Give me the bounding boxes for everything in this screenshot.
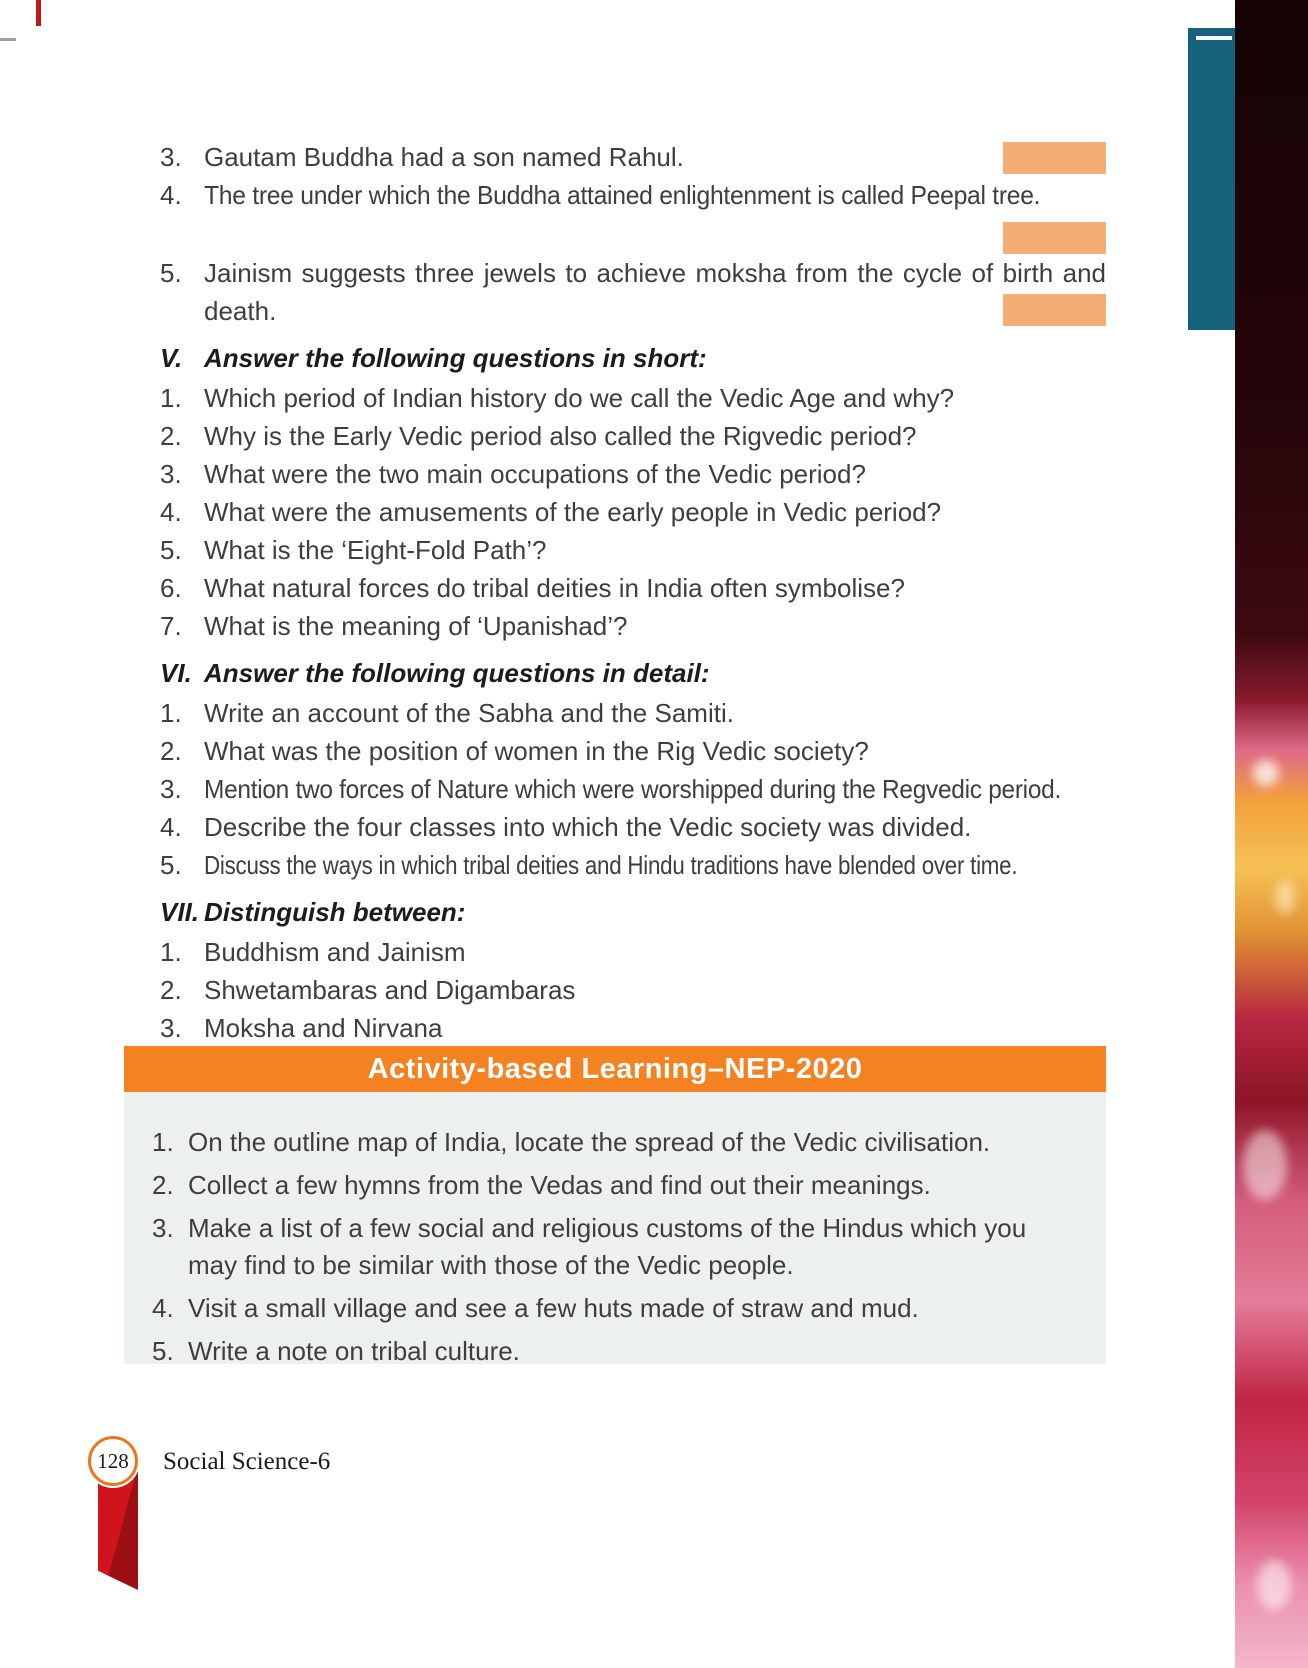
item-text: What were the amusements of the early people in Vedic period?: [204, 497, 942, 527]
item-text: Which period of Indian history do we call the Vedic Age and why?: [204, 383, 955, 413]
question-item: [160, 569, 1106, 607]
main-content: [160, 138, 1106, 1047]
item-number: 4.: [152, 1293, 174, 1323]
item-number: 3.: [160, 142, 182, 172]
question-item: [160, 846, 1106, 884]
item-number: 3.: [160, 1013, 182, 1043]
item-text: Jainism suggests three jewels to achieve moksha from the cycle of birth and death.: [204, 258, 1106, 326]
item-number: 2.: [160, 421, 182, 451]
item-number: 6.: [160, 573, 182, 603]
item-number: 3.: [152, 1213, 174, 1243]
item-number: 2.: [160, 975, 182, 1005]
item-text: Moksha and Nirvana: [204, 1013, 443, 1043]
photo-strip: [1235, 0, 1308, 1668]
section-vi-heading: [160, 654, 1106, 692]
item-text: Why is the Early Vedic period also called the Rigvedic period?: [204, 421, 917, 451]
item-text: Visit a small village and see a few huts made of straw and mud.: [188, 1293, 919, 1323]
item-number: 2.: [152, 1170, 174, 1200]
teal-accent-bar: [1188, 28, 1235, 330]
item-number: 5.: [160, 850, 182, 880]
statement-item: [160, 254, 1106, 330]
teal-bar-white-tick: [1196, 36, 1232, 40]
page-number-badge: [88, 1436, 138, 1486]
item-number: 4.: [160, 812, 182, 842]
section-v-heading: [160, 339, 1106, 377]
crop-mark-gray: [0, 38, 16, 41]
item-text: Discuss the ways in which tribal deities and Hindu traditions have blended over time.: [204, 850, 1018, 880]
item-number: 3.: [160, 774, 182, 804]
item-number: 3.: [160, 459, 182, 489]
item-number: 2.: [160, 736, 182, 766]
question-item: [160, 933, 1106, 971]
item-text: What natural forces do tribal deities in India often symbolise?: [204, 573, 905, 603]
question-item: [160, 607, 1106, 645]
activity-item: [152, 1210, 1062, 1284]
question-item: [160, 732, 1106, 770]
question-item: [160, 455, 1106, 493]
item-number: 4.: [160, 497, 182, 527]
item-number: 1.: [160, 937, 182, 967]
item-text: Write a note on tribal culture.: [188, 1336, 520, 1366]
photo-strip-highlight: [1243, 1130, 1287, 1200]
item-text: What was the position of women in the Rig Vedic society?: [204, 736, 869, 766]
section-vii-heading: [160, 893, 1106, 931]
section-title: Distinguish between:: [204, 897, 466, 927]
item-text: Gautam Buddha had a son named Rahul.: [204, 142, 684, 172]
question-item: [160, 379, 1106, 417]
question-item: [160, 493, 1106, 531]
section-title: Answer the following questions in short:: [204, 343, 707, 373]
item-number: 5.: [152, 1336, 174, 1366]
statement-item: [160, 176, 1106, 214]
item-number: 1.: [152, 1127, 174, 1157]
item-text: Collect a few hymns from the Vedas and find out their meanings.: [188, 1170, 931, 1200]
item-number: 7.: [160, 611, 182, 641]
item-text: Write an account of the Sabha and the Samiti.: [204, 698, 734, 728]
question-item: [160, 531, 1106, 569]
question-item: [160, 971, 1106, 1009]
page-number: 128: [97, 1448, 129, 1473]
item-text: Shwetambaras and Digambaras: [204, 975, 576, 1005]
item-number: 4.: [160, 180, 182, 210]
photo-strip-highlight: [1275, 880, 1295, 914]
item-text: Describe the four classes into which the Vedic society was divided.: [204, 812, 972, 842]
item-number: 1.: [160, 383, 182, 413]
section-number: VII.: [160, 897, 200, 927]
statement-item: [160, 138, 1106, 176]
question-item: [160, 694, 1106, 732]
activity-item: [152, 1333, 1062, 1370]
photo-strip-highlight: [1253, 760, 1279, 786]
activity-item: [152, 1290, 1062, 1327]
question-item: [160, 808, 1106, 846]
crop-mark-red: [36, 0, 41, 26]
question-item: [160, 1009, 1106, 1047]
item-number: 5.: [160, 258, 182, 288]
item-text: What is the meaning of ‘Upanishad’?: [204, 611, 628, 641]
item-number: 1.: [160, 698, 182, 728]
section-number: V.: [160, 343, 183, 373]
activity-box: [124, 1092, 1106, 1364]
question-item: [160, 770, 1106, 808]
section-number: VI.: [160, 658, 192, 688]
question-item: [160, 417, 1106, 455]
section-title: Answer the following questions in detail:: [204, 658, 710, 688]
photo-strip-highlight: [1257, 1560, 1291, 1610]
item-number: 5.: [160, 535, 182, 565]
item-text: The tree under which the Buddha attained enlightenment is called Peepal tree.: [204, 180, 1041, 210]
item-text: Mention two forces of Nature which were worshipped during the Regvedic period.: [204, 774, 1061, 804]
item-text: On the outline map of India, locate the spread of the Vedic civilisation.: [188, 1127, 991, 1157]
activity-banner: Activity-based Learning–NEP-2020: [124, 1046, 1106, 1092]
item-text: Make a list of a few social and religious customs of the Hindus which you may find to be similar with those of the Vedic people.: [188, 1213, 1027, 1280]
item-text: What is the ‘Eight-Fold Path’?: [204, 535, 547, 565]
activity-item: [152, 1167, 1062, 1204]
item-text: What were the two main occupations of the Vedic period?: [204, 459, 866, 489]
book-title: Social Science-6: [163, 1448, 331, 1475]
item-text: Buddhism and Jainism: [204, 937, 466, 967]
activity-item: [152, 1124, 1062, 1161]
